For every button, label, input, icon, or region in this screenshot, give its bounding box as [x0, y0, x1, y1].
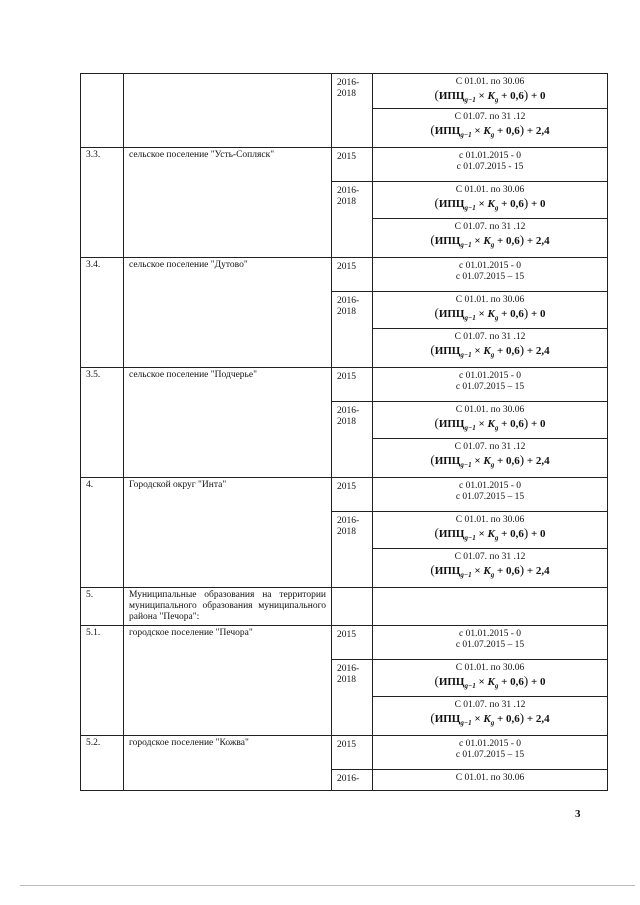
year-cell: 2015	[332, 736, 373, 770]
formula-expression: $(ИПЦ_{g-1} \times K_g + 0,6) + 2,4$	[430, 562, 550, 580]
formula-expression: $(ИПЦ_{g-1} \times K_g + 0,6) + 0$	[434, 195, 546, 213]
formula-cell	[373, 109, 608, 148]
period-label: С 01.07. по 31 .12	[454, 332, 526, 342]
year-cell: 2016- 2018	[332, 182, 373, 258]
row-number: 3.5.	[81, 368, 124, 478]
formula-expression: $(ИПЦ_{g-1} \times K_g + 0,6) + 2,4$	[430, 452, 550, 470]
row-name: сельское поселение "Дутово"	[124, 258, 332, 368]
formula-cell	[373, 74, 608, 109]
period-label: С 01.01. по 30.06	[455, 185, 525, 195]
row-name	[124, 74, 332, 148]
row-name: Муниципальные образования на территории муниципального образования муниципального района "Печора":	[124, 588, 332, 626]
formula-cell: С 01.01. по 30.06	[373, 770, 608, 791]
formula-expression: $(ИПЦ_{g-1} \times K_g + 0,6) + 0$	[434, 87, 546, 105]
row-name: Городской округ "Инта"	[124, 478, 332, 588]
table-row	[81, 478, 608, 512]
formula-cell-2015: с 01.01.2015 - 0 с 01.07.2015 – 15	[373, 258, 608, 292]
tariff-table	[80, 73, 608, 791]
table-row	[81, 626, 608, 660]
period-label: С 01.07. по 31 .12	[454, 442, 526, 452]
formula-expression: $(ИПЦ_{g-1} \times K_g + 0,6) + 0$	[434, 305, 546, 323]
year-cell: 2016- 2018	[332, 74, 373, 148]
formula-cell-2015: с 01.01.2015 - 0 с 01.07.2015 – 15	[373, 736, 608, 770]
period-label: С 01.01. по 30.06	[455, 515, 525, 525]
table-row	[81, 74, 608, 109]
row-name: сельское поселение "Усть-Сопляск"	[124, 148, 332, 258]
formula-cell	[373, 219, 608, 258]
period-label: С 01.07. по 31 .12	[454, 112, 526, 122]
year-cell: 2015	[332, 258, 373, 292]
year-cell: 2015	[332, 478, 373, 512]
period-label: С 01.01. по 30.06	[455, 663, 525, 673]
formula-cell	[373, 402, 608, 439]
table-row	[81, 258, 608, 292]
row-name: городское поселение "Печора"	[124, 626, 332, 736]
table-row	[81, 368, 608, 402]
year-cell: 2015	[332, 626, 373, 660]
formula-expression: $(ИПЦ_{g-1} \times K_g + 0,6) + 2,4$	[430, 232, 550, 250]
formula-cell	[373, 697, 608, 736]
year-cell: 2016- 2018	[332, 512, 373, 588]
page-number: 3	[575, 808, 581, 820]
year-cell: 2015	[332, 368, 373, 402]
formula-cell-2015: с 01.01.2015 - 0 с 01.07.2015 – 15	[373, 626, 608, 660]
row-number: 5.1.	[81, 626, 124, 736]
formula-cell	[373, 329, 608, 368]
formula-cell	[373, 660, 608, 697]
row-name: городское поселение "Кожва"	[124, 736, 332, 791]
formula-cell-2015: с 01.01.2015 - 0 с 01.07.2015 – 15	[373, 478, 608, 512]
formula-cell	[373, 549, 608, 588]
period-label: С 01.01. по 30.06	[455, 295, 525, 305]
table-row	[81, 588, 608, 626]
formula-expression: $(ИПЦ_{g-1} \times K_g + 0,6) + 2,4$	[430, 342, 550, 360]
period-label: С 01.01. по 30.06	[455, 405, 525, 415]
formula-cell	[373, 512, 608, 549]
row-number: 5.	[81, 588, 124, 626]
formula-expression: $(ИПЦ_{g-1} \times K_g + 0,6) + 0$	[434, 525, 546, 543]
row-number	[81, 74, 124, 148]
year-cell: 2015	[332, 148, 373, 182]
period-label: С 01.07. по 31 .12	[454, 700, 526, 710]
period-label: С 01.01. по 30.06	[455, 77, 525, 87]
year-cell: 2016- 2018	[332, 292, 373, 368]
row-name: сельское поселение "Подчерье"	[124, 368, 332, 478]
formula-expression: $(ИПЦ_{g-1} \times K_g + 0,6) + 0$	[434, 673, 546, 691]
period-label: С 01.07. по 31 .12	[454, 222, 526, 232]
formula-expression: $(ИПЦ_{g-1} \times K_g + 0,6) + 0$	[434, 415, 546, 433]
year-cell: 2016-	[332, 770, 373, 791]
formula-cell-2015: с 01.01.2015 - 0 с 01.07.2015 - 15	[373, 148, 608, 182]
formula-expression: $(ИПЦ_{g-1} \times K_g + 0,6) + 2,4$	[430, 122, 550, 140]
formula-cell	[373, 439, 608, 478]
period-label: С 01.07. по 31 .12	[454, 552, 526, 562]
formula-cell	[373, 292, 608, 329]
table-row	[81, 736, 608, 770]
year-cell: 2016- 2018	[332, 402, 373, 478]
formula-expression: $(ИПЦ_{g-1} \times K_g + 0,6) + 2,4$	[430, 710, 550, 728]
table-row	[81, 148, 608, 182]
formula-cell-2015: с 01.01.2015 - 0 с 01.07.2015 – 15	[373, 368, 608, 402]
year-cell: 2016- 2018	[332, 660, 373, 736]
row-number: 3.3.	[81, 148, 124, 258]
bottom-rule	[20, 885, 635, 886]
row-number: 5.2.	[81, 736, 124, 791]
row-number: 3.4.	[81, 258, 124, 368]
row-number: 4.	[81, 478, 124, 588]
formula-cell	[373, 182, 608, 219]
